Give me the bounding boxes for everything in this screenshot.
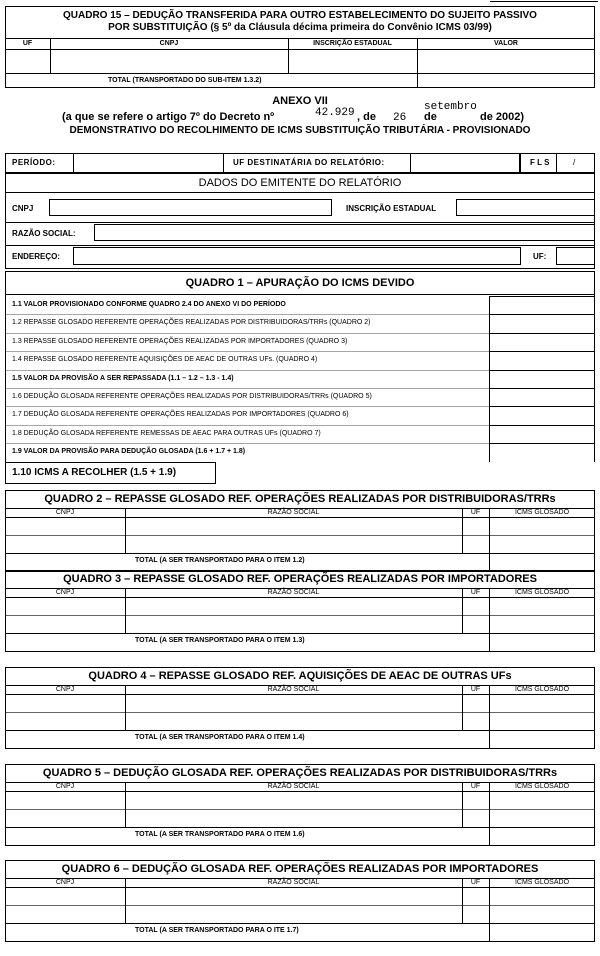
quadro1-item-label: 1.3 REPASSE GLOSADO REFERENTE OPERAÇÕES REALIZADAS POR IMPORTADORES (QUADRO 3)	[12, 337, 348, 345]
quadro15-col-ie: INSCRIÇÃO ESTADUAL	[313, 40, 392, 47]
quadro-cell[interactable]	[5, 518, 125, 535]
quadro-cell[interactable]	[5, 598, 125, 615]
quadro-cell[interactable]	[489, 598, 595, 615]
quadro-cell[interactable]	[125, 695, 462, 712]
quadro1-item-label: 1.7 DEDUÇÃO GLOSADA REFERENTE OPERAÇÕES REALIZADAS POR IMPORTADORES (QUADRO 6)	[12, 411, 349, 419]
quadro-cell[interactable]	[462, 695, 489, 712]
annex-subtitle-3: de	[424, 111, 437, 123]
quadro-cell[interactable]	[489, 536, 595, 553]
quadro-cell[interactable]	[489, 518, 595, 535]
quadro-col-cnpj: CNPJ	[55, 509, 75, 516]
quadro-total: TOTAL (A SER TRANSPORTADO PARA O ITE 1.7)	[135, 927, 299, 934]
quadro-col-razao: RAZÃO SOCIAL	[267, 686, 320, 693]
uf-destinataria-input[interactable]	[410, 153, 520, 173]
quadro1-row-divider	[5, 406, 489, 407]
quadro1-row-divider	[5, 425, 489, 426]
quadro1-item-label: 1.1 VALOR PROVISIONADO CONFORME QUADRO 2.4 DO ANEXO VI DO PERÍODO	[12, 301, 286, 308]
quadro1-title-sep	[5, 294, 595, 295]
quadro-col-icms: ICMS GLOSADO	[514, 879, 570, 886]
quadro-total: TOTAL (A SER TRANSPORTADO PARA O ITEM 1.2)	[135, 557, 305, 564]
endereco-label: ENDEREÇO:	[12, 252, 61, 261]
quadro1-final: 1.10 ICMS A RECOLHER (1.5 + 1.9)	[12, 467, 177, 478]
quadro1-item-label: 1.6 DEDUÇÃO GLOSADA REFERENTE OPERAÇÕES REALIZADAS POR DISTRIBUIDORAS/TRRs (QUADRO 5)	[12, 393, 372, 400]
quadro-total-value[interactable]	[489, 554, 595, 571]
quadro-col-cnpj: CNPJ	[55, 589, 75, 596]
quadro-total-value[interactable]	[489, 828, 595, 845]
uf-destinataria-label: UF DESTINATÁRIA DO RELATÓRIO:	[233, 158, 385, 167]
quadro15-sep-2	[5, 49, 595, 50]
quadro-cell[interactable]	[5, 713, 125, 730]
quadro1-item-value[interactable]	[489, 388, 595, 407]
quadro1-item-value[interactable]	[489, 351, 595, 370]
quadro15-sep-3	[5, 73, 595, 74]
quadro-col-cnpj: CNPJ	[55, 686, 75, 693]
quadro-col-icms: ICMS GLOSADO	[514, 783, 570, 790]
decree-number-field: 42.929	[315, 107, 355, 119]
quadro-col-icms: ICMS GLOSADO	[514, 589, 570, 596]
quadro1-row-divider	[5, 388, 489, 389]
quadro-cell[interactable]	[462, 616, 489, 633]
razao-social-input[interactable]	[94, 224, 595, 241]
quadro-col-icms: ICMS GLOSADO	[514, 686, 570, 693]
quadro-total: TOTAL (A SER TRANSPORTADO PARA O ITEM 1.4)	[135, 734, 305, 741]
day-field: 26	[393, 112, 407, 124]
emitente-sep-2	[5, 222, 595, 223]
quadro1-row-divider	[5, 443, 489, 444]
quadro-col-uf: UF	[470, 589, 481, 596]
quadro1-row-divider	[5, 333, 489, 334]
quadro-cell[interactable]	[125, 810, 462, 827]
annex-subtitle-2: , de	[357, 111, 376, 123]
quadro-cell[interactable]	[489, 906, 595, 923]
fls-slash: /	[573, 158, 576, 167]
quadro-cell[interactable]	[462, 598, 489, 615]
emitente-uf-input[interactable]	[556, 247, 595, 265]
quadro1-item-label: 1.9 VALOR DA PROVISÃO PARA DEDUÇÃO GLOSADA (1.6 + 1.7 + 1.8)	[12, 448, 246, 456]
periodo-input[interactable]	[73, 153, 224, 173]
quadro1-item-label: 1.2 REPASSE GLOSADO REFERENTE OPERAÇÕES REALIZADAS POR DISTRIBUIDORAS/TRRs (QUADRO 2)	[12, 319, 371, 327]
quadro-col-cnpj: CNPJ	[55, 879, 75, 886]
quadro-cell[interactable]	[5, 792, 125, 809]
quadro15-total: TOTAL (TRANSPORTADO DO SUB-ITEM 1.3.2)	[108, 77, 262, 84]
quadro-cell[interactable]	[489, 810, 595, 827]
quadro-col-icms: ICMS GLOSADO	[514, 509, 570, 516]
emitente-sep-3	[5, 245, 595, 246]
quadro-cell[interactable]	[489, 616, 595, 633]
quadro15-col-cnpj: CNPJ	[159, 40, 179, 47]
quadro-cell[interactable]	[489, 713, 595, 730]
quadro-cell[interactable]	[125, 598, 462, 615]
quadro-title: QUADRO 5 – DEDUÇÃO GLOSADA REF. OPERAÇÕES REALIZADAS POR DISTRIBUIDORAS/TRRs	[42, 767, 558, 779]
emitente-cnpj-input[interactable]	[49, 199, 332, 216]
fls-divider	[556, 153, 557, 173]
quadro-cell[interactable]	[5, 616, 125, 633]
annex-subtitle-1: (a que se refere o artigo 7º do Decreto nº	[62, 111, 275, 123]
quadro-col-uf: UF	[470, 509, 481, 516]
quadro-cell[interactable]	[462, 518, 489, 535]
annex-heading: DEMONSTRATIVO DO RECOLHIMENTO DE ICMS SUBSTITUIÇÃO TRIBUTÁRIA - PROVISIONADO	[69, 125, 531, 136]
quadro-cell[interactable]	[125, 713, 462, 730]
quadro-cell[interactable]	[462, 888, 489, 905]
quadro1-item-value[interactable]	[489, 314, 595, 333]
quadro-col-cnpj: CNPJ	[55, 783, 75, 790]
quadro-cell[interactable]	[462, 536, 489, 553]
quadro1-item-label: 1.8 DEDUÇÃO GLOSADA REFERENTE REMESSAS DE AEAC PARA OUTRAS UFs (QUADRO 7)	[12, 429, 321, 437]
emitente-ie-label: INSCRIÇÃO ESTADUAL	[346, 204, 437, 213]
quadro-col-razao: RAZÃO SOCIAL	[267, 509, 320, 516]
quadro-cell[interactable]	[125, 518, 462, 535]
quadro-title: QUADRO 6 – DEDUÇÃO GLOSADA REF. OPERAÇÕES REALIZADAS POR IMPORTADORES	[61, 863, 539, 875]
annex-title: ANEXO VII	[272, 95, 328, 107]
razao-social-label: RAZÃO SOCIAL:	[12, 229, 76, 238]
quadro-cell[interactable]	[5, 888, 125, 905]
quadro-cell[interactable]	[5, 695, 125, 712]
quadro-cell[interactable]	[5, 810, 125, 827]
quadro-col-uf: UF	[470, 783, 481, 790]
quadro-title: QUADRO 3 – REPASSE GLOSADO REF. OPERAÇÕES REALIZADAS POR IMPORTADORES	[63, 573, 537, 585]
quadro1-row-divider	[5, 351, 489, 352]
quadro-cell[interactable]	[489, 792, 595, 809]
quadro15-col-valor: VALOR	[494, 40, 518, 47]
annex-subtitle-4: de 2002)	[480, 111, 525, 123]
quadro-cell[interactable]	[125, 906, 462, 923]
quadro-total-value[interactable]	[489, 634, 595, 651]
quadro-cell[interactable]	[125, 888, 462, 905]
quadro1-item-value[interactable]	[489, 370, 595, 389]
endereco-input[interactable]	[73, 247, 521, 265]
quadro-title: QUADRO 4 – REPASSE GLOSADO REF. AQUISIÇÕES DE AEAC DE OUTRAS UFs	[88, 670, 512, 682]
quadro-col-uf: UF	[470, 686, 481, 693]
quadro-total-value[interactable]	[489, 731, 595, 748]
quadro-cell[interactable]	[462, 810, 489, 827]
emitente-sep-1	[5, 192, 595, 193]
quadro1-item-label: 1.4 REPASSE GLOSADO REFERENTE AQUISIÇÕES DE AEAC DE OUTRAS UFs. (QUADRO 4)	[12, 356, 318, 364]
quadro15-col-uf: UF	[22, 40, 33, 47]
quadro-cell[interactable]	[489, 888, 595, 905]
top-rule	[490, 1, 598, 2]
quadro-col-razao: RAZÃO SOCIAL	[267, 589, 320, 596]
quadro15-title-2: POR SUBSTITUIÇÃO (§ 5º da Cláusula décima primeira do Convênio ICMS 03/99)	[108, 22, 492, 33]
quadro-cell[interactable]	[462, 792, 489, 809]
quadro-cell[interactable]	[5, 536, 125, 553]
quadro1-item-value[interactable]	[489, 406, 595, 425]
month-field: setembro	[424, 101, 477, 113]
quadro1-row-divider	[5, 314, 489, 315]
quadro1-item-value[interactable]	[489, 296, 595, 315]
quadro-total-value[interactable]	[489, 924, 595, 941]
periodo-label: PERÍODO:	[12, 158, 56, 167]
quadro-total: TOTAL (A SER TRANSPORTADO PARA O ITEM 1.3)	[135, 637, 305, 644]
quadro-cell[interactable]	[125, 616, 462, 633]
quadro-col-razao: RAZÃO SOCIAL	[267, 783, 320, 790]
quadro1-final-value[interactable]	[215, 462, 595, 484]
quadro-cell[interactable]	[462, 906, 489, 923]
quadro1-item-value[interactable]	[489, 425, 595, 444]
quadro1-item-value[interactable]	[489, 443, 595, 462]
quadro-cell[interactable]	[125, 792, 462, 809]
quadro1-item-value[interactable]	[489, 333, 595, 352]
fls-label: F L S	[530, 158, 550, 167]
quadro-col-razao: RAZÃO SOCIAL	[267, 879, 320, 886]
quadro15-title-1: QUADRO 15 – DEDUÇÃO TRANSFERIDA PARA OUTRO ESTABELECIMENTO DO SUJEITO PASSIVO	[63, 10, 537, 21]
quadro1-row-divider	[5, 370, 489, 371]
quadro-cell[interactable]	[125, 536, 462, 553]
quadro1-item-label: 1.5 VALOR DA PROVISÃO A SER REPASSADA (1.1 – 1.2 – 1.3 - 1.4)	[12, 374, 234, 382]
quadro-col-uf: UF	[470, 879, 481, 886]
quadro-total: TOTAL (A SER TRANSPORTADO PARA O ITEM 1.6)	[135, 831, 305, 838]
quadro-cell[interactable]	[5, 906, 125, 923]
emitente-title: DADOS DO EMITENTE DO RELATÓRIO	[198, 177, 402, 189]
emitente-ie-input[interactable]	[456, 199, 595, 216]
emitente-cnpj-label: CNPJ	[12, 204, 34, 213]
emitente-uf-label: UF:	[533, 252, 547, 261]
quadro-title: QUADRO 2 – REPASSE GLOSADO REF. OPERAÇÕES REALIZADAS POR DISTRIBUIDORAS/TRRs	[44, 493, 556, 505]
quadro-cell[interactable]	[489, 695, 595, 712]
quadro-cell[interactable]	[462, 713, 489, 730]
quadro15-sep-1	[5, 38, 595, 39]
quadro1-title: QUADRO 1 – APURAÇÃO DO ICMS DEVIDO	[185, 277, 415, 289]
